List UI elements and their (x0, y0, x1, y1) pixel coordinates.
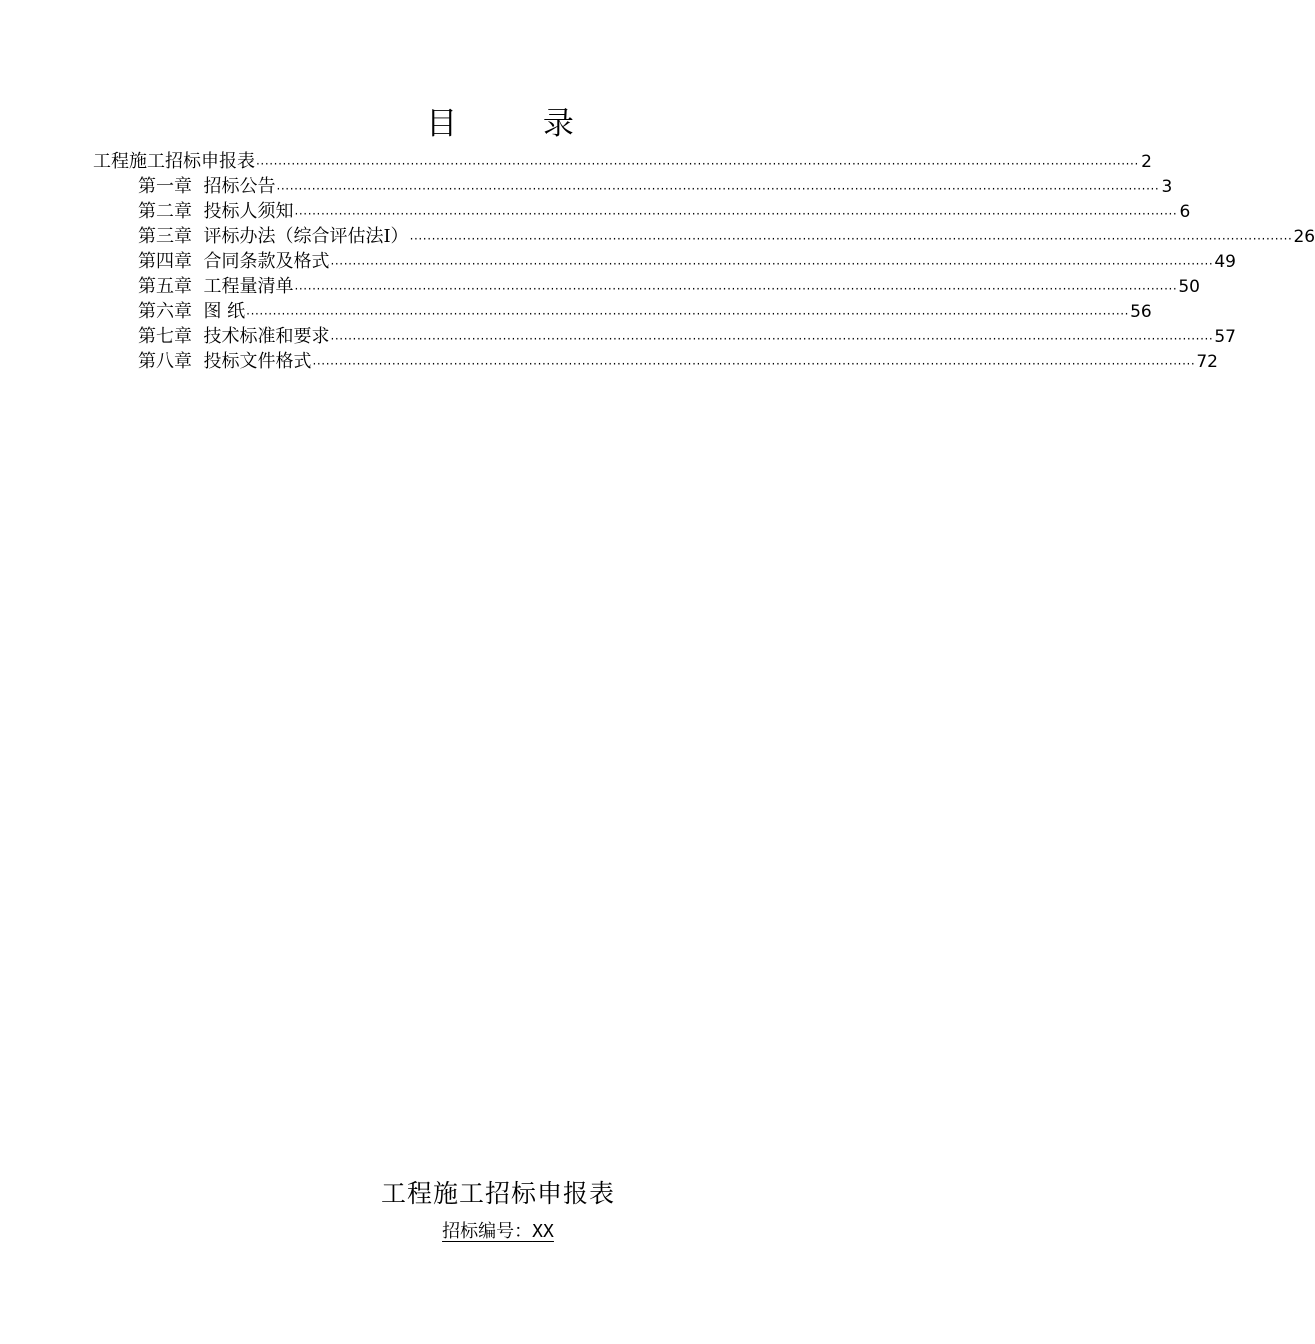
form-title: 工程施工招标申报表 (380, 1179, 615, 1208)
toc-leader-dots: ········································································································································································································ (294, 282, 1178, 296)
toc-entry-label: 工程施工招标申报表 (93, 151, 255, 172)
toc-leader-dots: ········································································································································································································ (256, 157, 1139, 171)
toc-entry-label: 第五章 工程量清单 (138, 276, 294, 297)
toc-entry[interactable] (93, 174, 1173, 199)
toc-entry-page: 6 (1179, 202, 1191, 222)
toc-entry-label: 第一章 招标公告 (138, 176, 276, 197)
toc-leader-dots: ········································································································································································································ (409, 232, 1293, 246)
toc-entry-label: 第七章 技术标准和要求 (138, 326, 330, 347)
toc-entry[interactable] (93, 349, 1218, 374)
toc-leader-dots: ········································································································································································································ (312, 357, 1196, 371)
tender-number-value: XX (532, 1221, 554, 1242)
toc-entry-page: 56 (1130, 302, 1152, 322)
toc-entry-page: 26 (1293, 227, 1315, 247)
toc-entry[interactable] (93, 299, 1152, 324)
toc-leader-dots: ········································································································································································································ (246, 307, 1130, 321)
toc-entry-label: 第三章 评标办法（综合评估法Ⅰ） (138, 226, 409, 247)
toc-entry[interactable] (93, 224, 1315, 249)
toc-entry-page: 57 (1214, 327, 1236, 347)
toc-entry-label: 第八章 投标文件格式 (138, 351, 312, 372)
toc-leader-dots: ········································································································································································································ (330, 332, 1214, 346)
toc-entry[interactable] (93, 249, 1236, 274)
toc-entry-page: 3 (1161, 177, 1173, 197)
toc-leader-dots: ········································································································································································································ (276, 182, 1160, 196)
toc-leader-dots: ········································································································································································································ (294, 207, 1178, 221)
toc-entry-page: 2 (1141, 152, 1152, 172)
tender-number (0, 1218, 996, 1246)
toc-entry-label: 第六章 图 纸 (138, 301, 246, 322)
tender-number-label: 招标编号： (442, 1221, 533, 1242)
toc-entry-label: 第二章 投标人须知 (138, 201, 294, 222)
table-of-contents (93, 149, 1315, 374)
toc-leader-dots: ········································································································································································································ (330, 257, 1214, 271)
toc-entry-page: 49 (1214, 252, 1236, 272)
toc-entry-page: 50 (1178, 277, 1200, 297)
toc-entry[interactable] (93, 199, 1191, 224)
toc-entry[interactable] (93, 324, 1236, 349)
toc-title: 目 录 (426, 106, 612, 142)
toc-entry-label: 第四章 合同条款及格式 (138, 251, 330, 272)
toc-entry[interactable] (93, 274, 1200, 299)
toc-entry[interactable] (93, 149, 1152, 174)
toc-entry-page: 72 (1196, 352, 1218, 372)
